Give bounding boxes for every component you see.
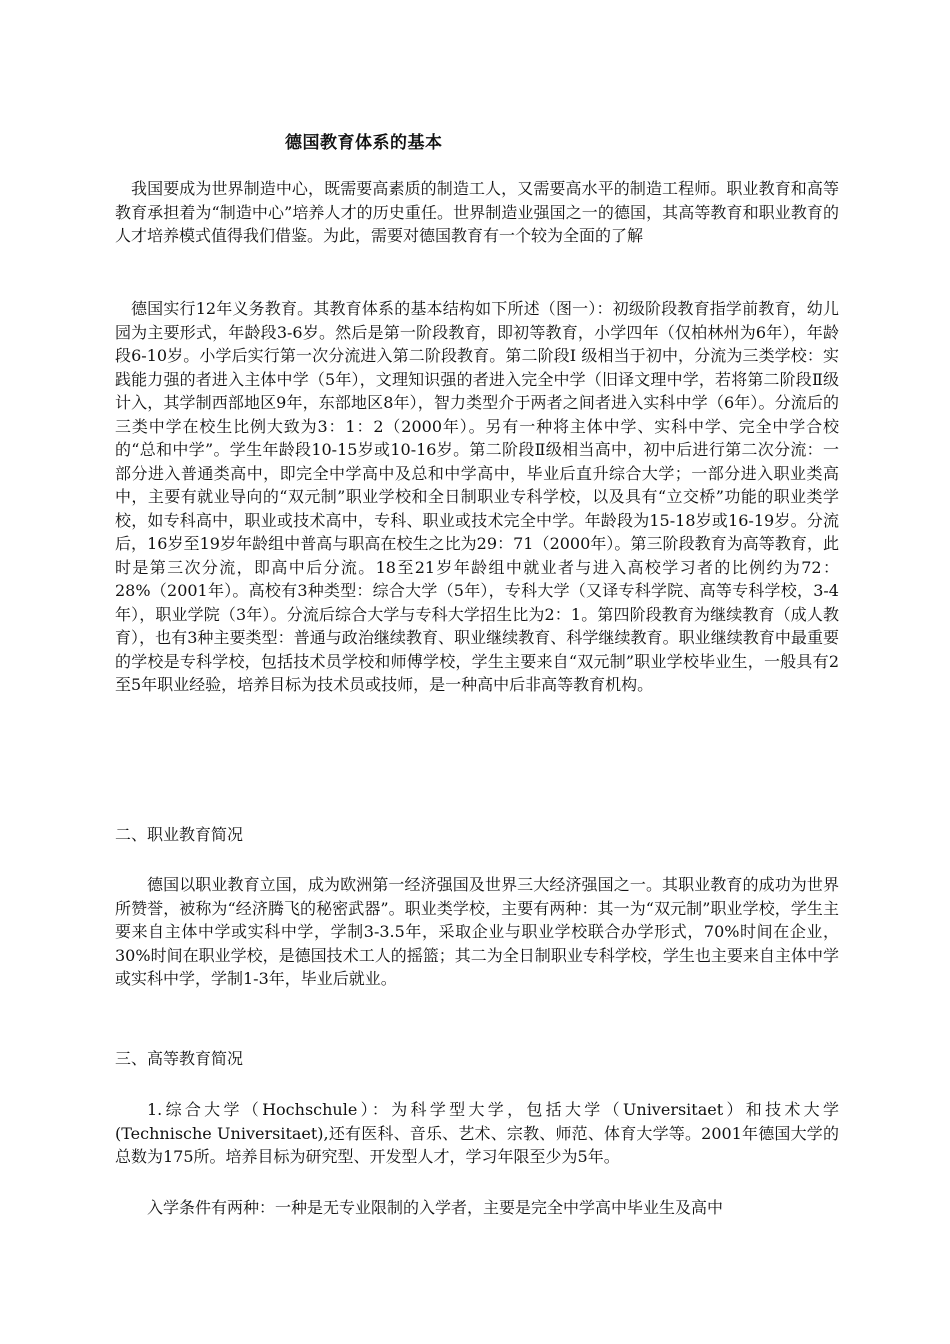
- section-heading-vocational: 二、职业教育简况: [115, 825, 244, 844]
- vocational-paragraph: 德国以职业教育立国，成为欧洲第一经济强国及世界三大经济强国之一。其职业教育的成功为世界所赞誉，被称为“经济腾飞的秘密武器”。职业类学校，主要有两种：其一为“双元制”职业学校，学生主要来自主体中学或实科中学，学制3-3.5年，采取企业与职业学校联合办学形式，70%时间在企业，30%时间在职业学校，是德国技术工人的摇篮；其二为全日制职业专科学校，学生也主要来自主体中学或实科中学，学制1-3年，毕业后就业。: [115, 875, 839, 988]
- document-title: 德国教育体系的基本: [285, 133, 443, 153]
- university-paragraph: 1.综合大学（Hochschule）：为科学型大学，包括大学（Universitaet）和技术大学(Technische Universitaet),还有医科、音乐、艺术、宗教、师范、体育大学等。2001年德国大学的总数为175所。培养目标为研究型、开发型人才，学习年限至少为5年。: [115, 1100, 839, 1166]
- structure-paragraph: 德国实行12年义务教育。其教育体系的基本结构如下所述（图一）：初级阶段教育指学前教育，幼儿园为主要形式，年龄段3-6岁。然后是第一阶段教育，即初等教育，小学四年（仅柏林州为6年），年龄段6-10岁。小学后实行第一次分流进入第二阶段教育。第二阶段Ⅰ 级相当于初中，分流为三类学校：实践能力强的者进入主体中学（5年），文理知识强的者进入完全中学（旧译文理中学，若将第二阶段Ⅱ级计入，其学制西部地区9年，东部地区8年），智力类型介于两者之间者进入实科中学（6年）。分流后的三类中学在校生比例大致为3：1：2（2000年）。另有一种将主体中学、实科中学、完全中学合校的“总和中学”。学生年龄段10-15岁或10-16岁。第二阶段Ⅱ级相当高中，初中后进行第二次分流：一部分进入普通类高中，即完全中学高中及总和中学高中，毕业后直升综合大学；一部分进入职业类高中，主要有就业导向的“双元制”职业学校和全日制职业专科学校，以及具有“立交桥”功能的职业类学校，如专科高中，职业或技术高中，专科、职业或技术完全中学。年龄段为15-18岁或16-19岁。分流后，16岁至19岁年龄组中普高与职高在校生之比为29：71（2000年）。第三阶段教育为高等教育，此时是第三次分流，即高中后分流。18至21岁年龄组中就业者与进入高校学习者的比例约为72：28%（2001年）。高校有3种类型：综合大学（5年），专科大学（又译专科学院、高等专科学校，3-4年），职业学院（3年）。分流后综合大学与专科大学招生比为2：1。第四阶段教育为继续教育（成人教育），也有3种主要类型：普通与政治继续教育、职业继续教育、科学继续教育。职业继续教育中最重要的学校是专科学校，包括技术员学校和师傅学校，学生主要来自“双元制”职业学校毕业生，一般具有2至5年职业经验，培养目标为技术员或技师，是一种高中后非高等教育机构。: [115, 299, 839, 694]
- section-heading-higher-education: 三、高等教育简况: [115, 1049, 244, 1068]
- admission-paragraph: 入学条件有两种：一种是无专业限制的入学者，主要是完全中学高中毕业生及高中: [147, 1198, 724, 1217]
- intro-paragraph: 我国要成为世界制造中心，既需要高素质的制造工人，又需要高水平的制造工程师。职业教育和高等教育承担着为“制造中心”培养人才的历史重任。世界制造业强国之一的德国，其高等教育和职业教育的人才培养模式值得我们借鉴。为此，需要对德国教育有一个较为全面的了解: [115, 179, 839, 245]
